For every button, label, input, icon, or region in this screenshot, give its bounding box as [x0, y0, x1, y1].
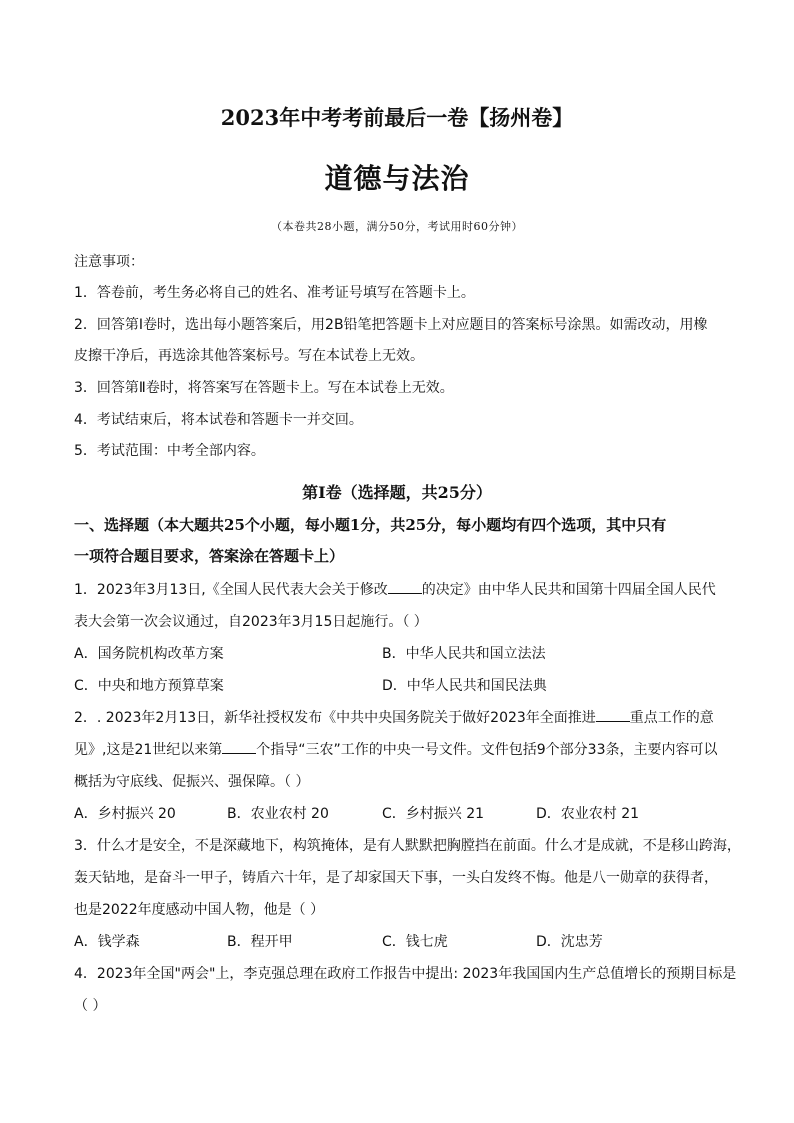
q1-option-d: D．中华人民共和国民法典: [382, 678, 547, 694]
section-instruction-2: 一项符合题目要求，答案涂在答题卡上）: [74, 547, 345, 565]
q2-option-d: D．农业农村 21: [536, 806, 640, 822]
q3-stem-line3: 也是2022年度感动中国人物，他是（ ）: [74, 902, 325, 918]
section-instruction-1: 一、选择题（本大题共25个小题，每小题1分，共25分，每小题均有四个选项，其中只有: [74, 516, 667, 534]
notice-item-3: 3．回答第Ⅱ卷时，将答案写在答题卡上。写在本试卷上无效。: [74, 380, 454, 396]
notice-item-1: 1．答卷前，考生务必将自己的姓名、准考证号填写在答题卡上。: [74, 285, 475, 301]
q2-stem-part-c: 见》,这是21世纪以来第: [74, 742, 223, 758]
q2-stem-part-a: 2．. 2023年2月13日，新华社授权发布《中共中央国务院关于做好2023年全面推进: [74, 710, 596, 726]
q2-stem-line3: 概括为守底线、促振兴、强保障。（ ）: [74, 774, 310, 790]
q3-option-d: D．沈忠芳: [536, 934, 603, 950]
q2-stem-part-b: 重点工作的意: [629, 710, 714, 726]
q2-stem-line2: [74, 739, 724, 759]
q3-option-a: A．钱学森: [74, 934, 140, 950]
q1-stem-part-a: 1．2023年3月13日,《全国人民代表大会关于修改: [74, 582, 388, 598]
q1-stem-line1: [74, 579, 724, 599]
notice-item-4: 4．考试结束后，将本试卷和答题卡一并交回。: [74, 412, 363, 428]
q1-option-c: C．中央和地方预算草案: [74, 678, 224, 694]
q2-blank-2: [222, 741, 256, 754]
q2-blank-1: [596, 709, 630, 722]
notice-heading: 注意事项：: [74, 254, 144, 270]
q2-option-a: A．乡村振兴 20: [74, 806, 176, 822]
q1-stem-line2: 表大会第一次会议通过，自2023年3月15日起施行。（ ）: [74, 614, 428, 630]
q2-option-b: B．农业农村 20: [227, 806, 329, 822]
notice-item-5: 5．考试范围：中考全部内容。: [74, 443, 265, 459]
q1-option-a: A．国务院机构改革方案: [74, 646, 224, 662]
q1-blank: [388, 581, 422, 594]
exam-note: （本卷共28小题，满分50分，考试用时60分钟）: [271, 220, 523, 233]
q3-stem-line2: 轰天钻地，是奋斗一甲子，铸盾六十年，是了却家国天下事，一头白发终不悔。他是八一勋章的获得者，: [74, 870, 718, 886]
q2-option-c: C．乡村振兴 21: [382, 806, 485, 822]
q3-stem-line1: 3．什么才是安全，不是深藏地下，构筑掩体，是有人默默把胸膛挡在前面。什么才是成就，不是移山跨海，: [74, 838, 741, 854]
notice-item-2: 2．回答第Ⅰ卷时，选出每小题答案后，用2B铅笔把答题卡上对应题目的答案标号涂黑。如需改动，用橡: [74, 317, 708, 333]
q1-stem-part-b: 的决定》由中华人民共和国第十四届全国人民代: [421, 582, 716, 598]
exam-title: 2023年中考考前最后一卷【扬州卷】: [220, 105, 574, 130]
q2-stem-line1: [74, 707, 724, 727]
q2-stem-part-d: 个指导“三农”工作的中央一号文件。文件包括9个部分33条，主要内容可以: [256, 742, 718, 758]
q3-option-b: B．程开甲: [227, 934, 293, 950]
q4-stem-line1: 4．2023年全国"两会"上，李克强总理在政府工作报告中提出: 2023年我国国内生产总值增长的预期目标是: [74, 966, 737, 982]
q1-option-b: B．中华人民共和国立法法: [382, 646, 546, 662]
q3-option-c: C．钱七虎: [382, 934, 448, 950]
notice-item-2-cont: 皮擦干净后，再选涂其他答案标号。写在本试卷上无效。: [74, 348, 424, 364]
q4-stem-line2: （ ）: [74, 998, 107, 1014]
part1-title: 第Ⅰ卷（选择题，共25分）: [302, 483, 492, 502]
subject-title: 道德与法治: [324, 162, 470, 195]
